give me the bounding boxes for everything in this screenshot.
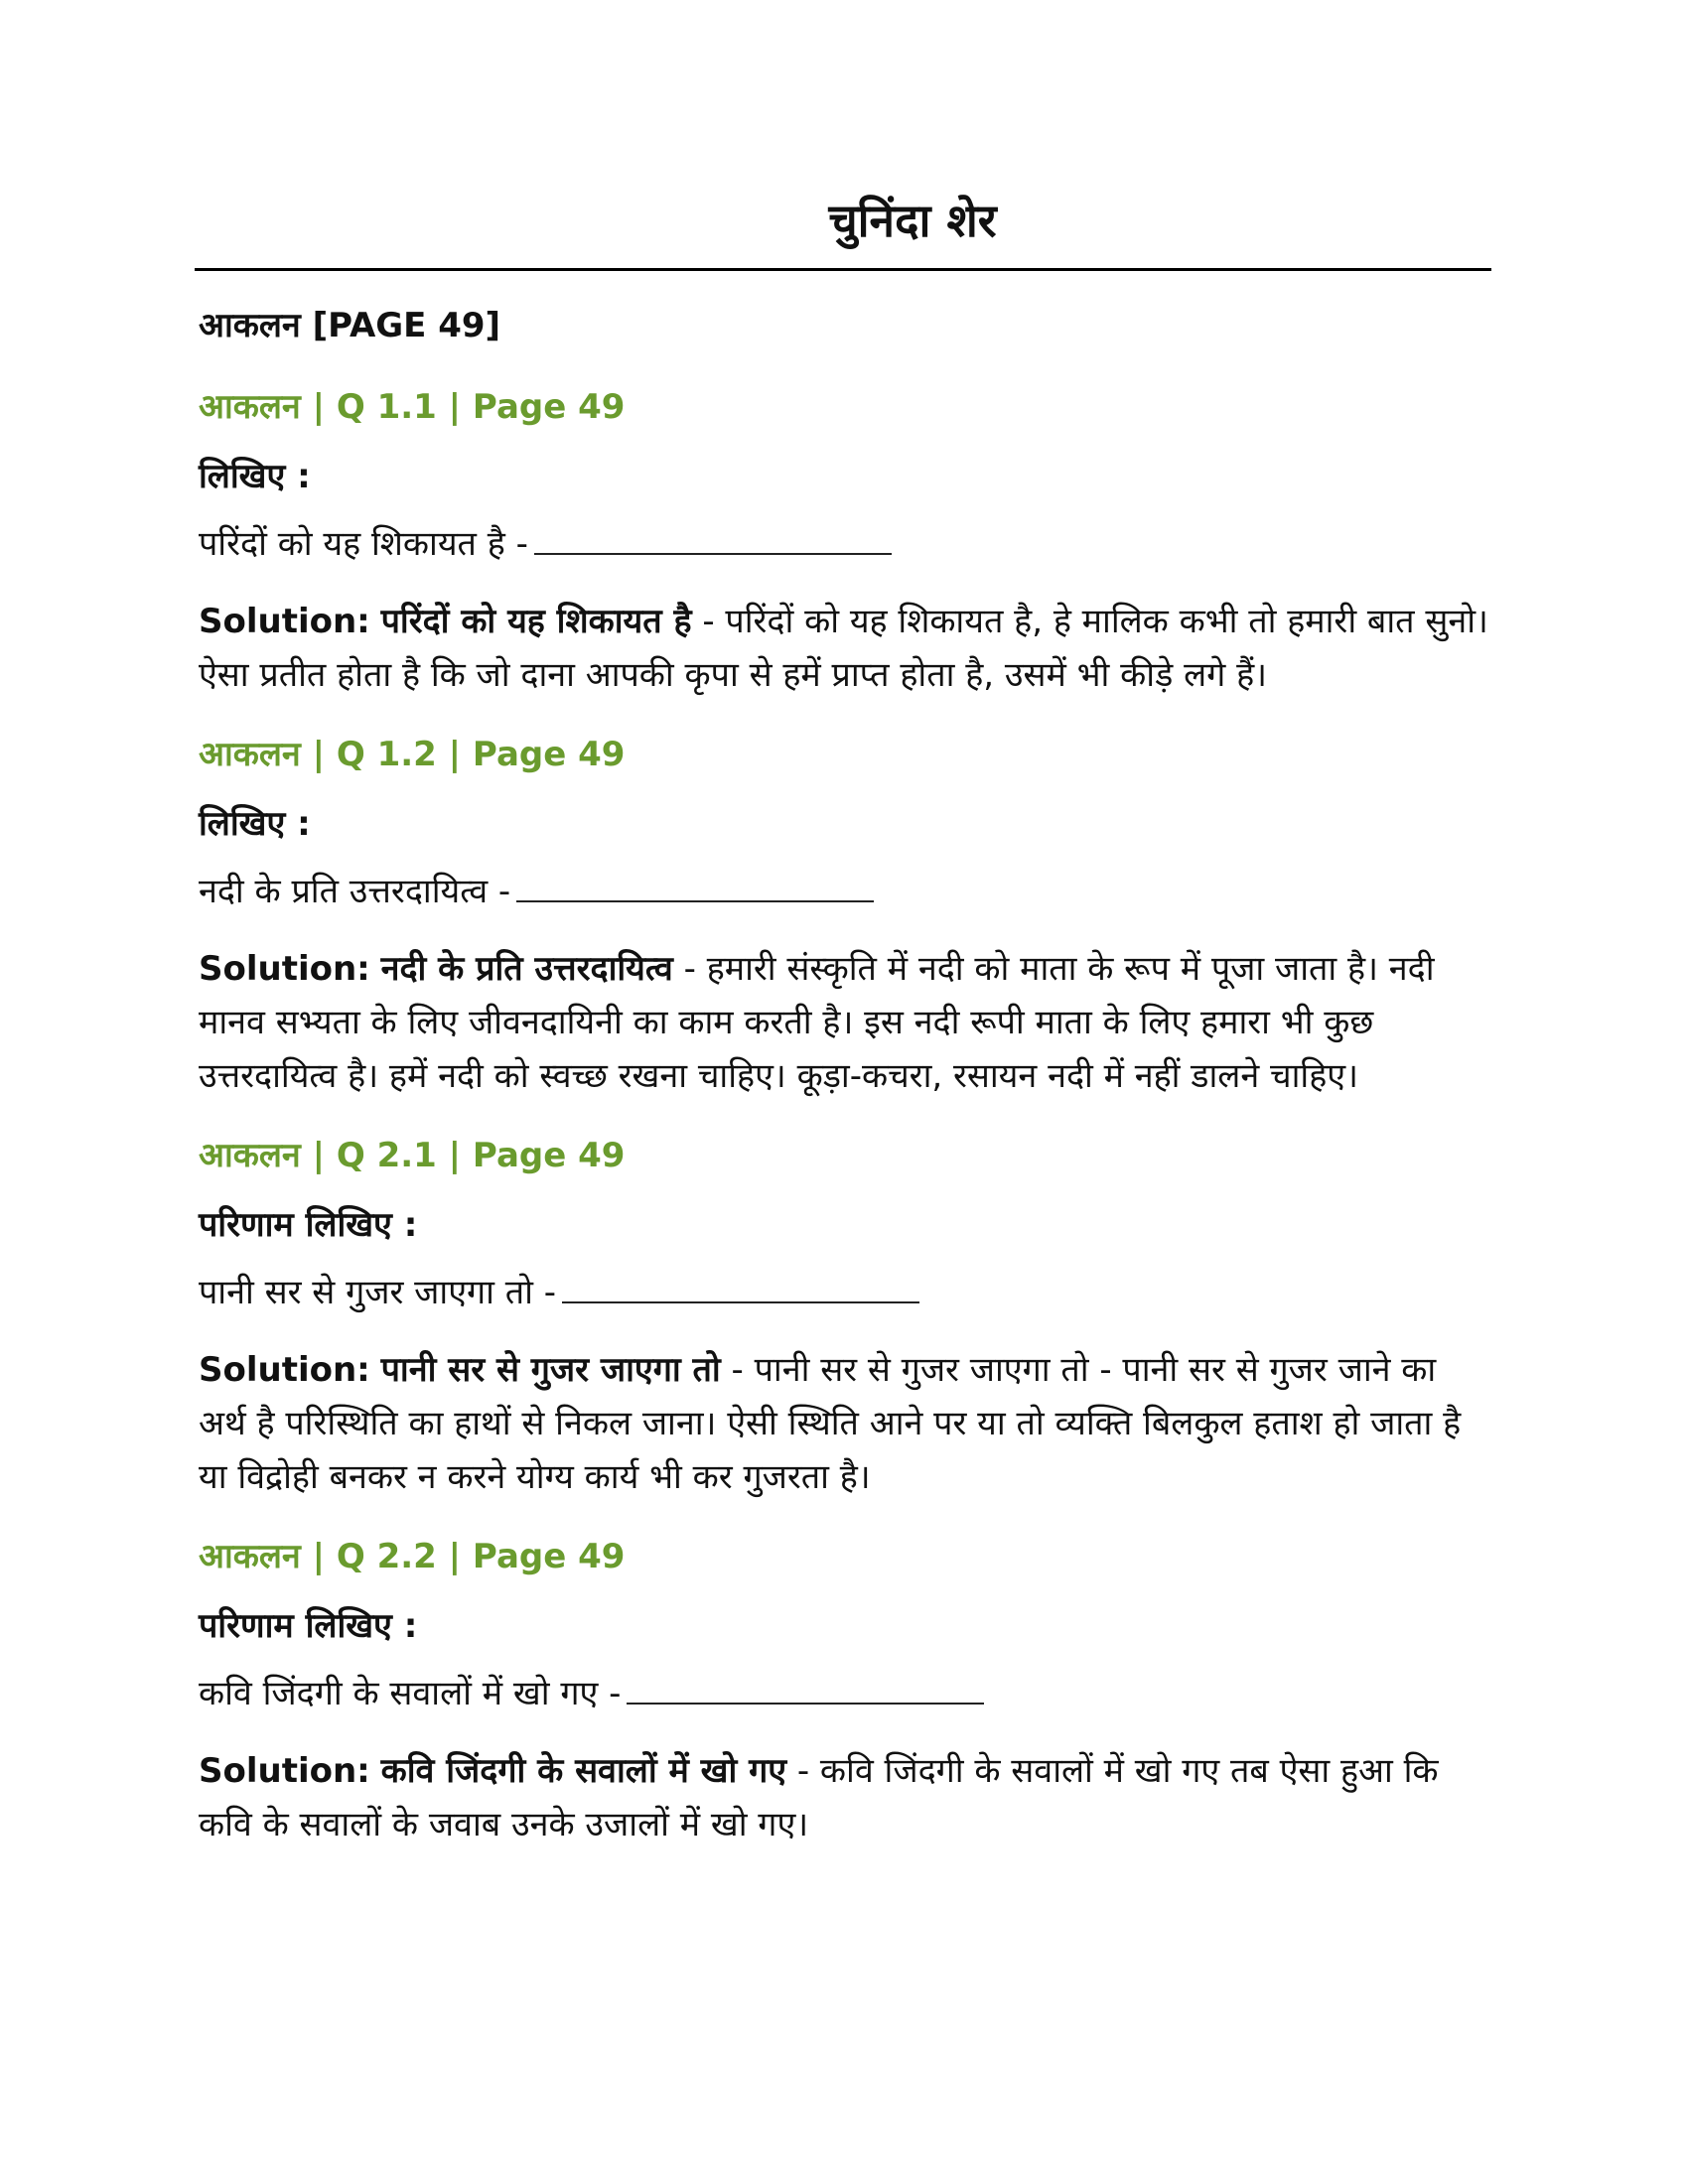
question-instruction-2-1: परिणाम लिखिए : [199, 1205, 418, 1245]
solution-label: Solution: [199, 1751, 370, 1791]
solution-text: - परिंदों को यह शिकायत है, हे मालिक कभी तो हमारी बात सुनो। ऐसा प्रतीत होता है कि जो दाना आपकी कृपा से हमें प्राप्त होता है, उसमें भी कीड़े लगे हैं। [199, 602, 1488, 695]
solution-title: पानी सर से गुजर जाएगा तो [380, 1350, 721, 1390]
document-title: चुनिंदा शेर [828, 194, 997, 247]
section-heading: आकलन [PAGE 49] [199, 306, 501, 345]
answer-blank [516, 871, 874, 902]
solution-text: - हमारी संस्कृति में नदी को माता के रूप में पूजा जाता है। नदी मानव सभ्यता के लिए जीवनदायिनी का काम करती है। इस नदी रूपी माता के लिए हमारा भी कुछ उत्तरदायित्व है। हमें नदी को स्वच्छ रखना चाहिए। कूड़ा-कचरा, रसायन नदी में नहीं डालने चाहिए। [199, 949, 1435, 1096]
question-prompt-1-1 [199, 519, 1491, 565]
question-heading-2-2: आकलन | Q 2.2 | Page 49 [199, 1537, 626, 1576]
solution-1-1 [199, 595, 1489, 702]
question-prompt-2-2 [199, 1669, 1491, 1714]
question-heading-1-2: आकलन | Q 1.2 | Page 49 [199, 735, 626, 774]
prompt-text: कवि जिंदगी के सवालों में खो गए - [199, 1674, 622, 1713]
solution-1-2 [199, 942, 1489, 1103]
prompt-text: परिंदों को यह शिकायत है - [199, 524, 528, 564]
answer-blank [534, 523, 892, 555]
question-instruction-1-2: लिखिए : [199, 804, 311, 844]
solution-label: Solution: [199, 1350, 370, 1390]
prompt-text: पानी सर से गुजर जाएगा तो - [199, 1273, 557, 1312]
answer-blank [627, 1673, 984, 1705]
solution-title: परिंदों को यह शिकायत है [380, 602, 692, 641]
question-heading-2-1: आकलन | Q 2.1 | Page 49 [199, 1136, 626, 1175]
solution-text: - पानी सर से गुजर जाएगा तो - पानी सर से गुजर जाने का अर्थ है परिस्थिति का हाथों से निकल जाना। ऐसी स्थिति आने पर या तो व्यक्ति बिलकुल हताश हो जाता है या विद्रोही बनकर न करने योग्य कार्य भी कर गुजरता है। [199, 1350, 1462, 1497]
prompt-text: नदी के प्रति उत्तरदायित्व - [199, 872, 511, 911]
solution-text: - कवि जिंदगी के सवालों में खो गए तब ऐसा हुआ कि कवि के सवालों के जवाब उनके उजालों में खो गए। [199, 1751, 1439, 1844]
solution-label: Solution: [199, 949, 370, 989]
document-page [195, 189, 1491, 1879]
question-prompt-1-2 [199, 867, 1491, 912]
question-prompt-2-1 [199, 1268, 1491, 1313]
answer-blank [562, 1272, 919, 1303]
question-instruction-2-2: परिणाम लिखिए : [199, 1606, 418, 1646]
solution-title: नदी के प्रति उत्तरदायित्व [380, 949, 673, 989]
question-heading-1-1: आकलन | Q 1.1 | Page 49 [199, 387, 626, 427]
title-divider [195, 268, 1491, 271]
question-instruction-1-1: लिखिए : [199, 457, 311, 496]
solution-2-1 [199, 1343, 1489, 1504]
solution-label: Solution: [199, 602, 370, 641]
solution-title: कवि जिंदगी के सवालों में खो गए [380, 1751, 787, 1791]
solution-2-2 [199, 1744, 1489, 1851]
